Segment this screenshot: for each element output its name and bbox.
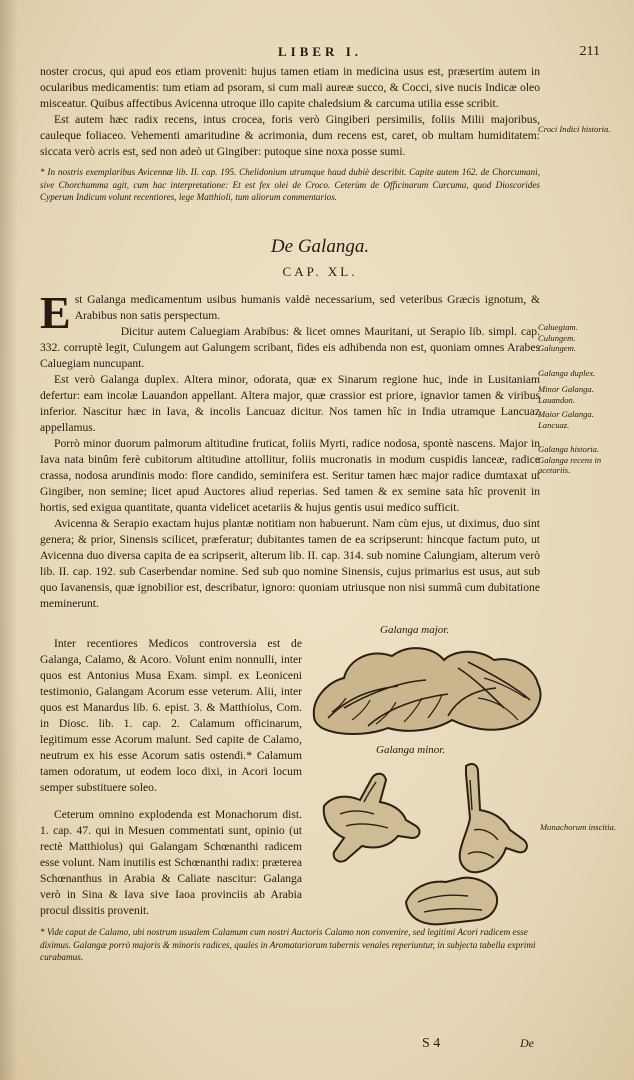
margin-note: Lauandon. — [538, 394, 576, 405]
main-paragraph-2: Dicitur autem Caluegiam Arabibus: & licet omnes Mauritani, ut Serapio lib. simpl. cap. 332. corruptè legit, Culungem aut Galungem scribant, fides eis adhibenda non est, quoniam omnes Arabes Caluegiam nuncupant. — [40, 325, 540, 370]
margin-note-croci: Croci Indici historia. — [538, 124, 611, 134]
top-text-block — [40, 64, 540, 204]
main-paragraph-5: Avicenna & Serapio exactam hujus plantæ notitiam non habuerunt. Nam cùm ejus, ut diximus, duo sint genera; & prior, Sinensis scilicet, præferatur; dubitantes tamen de ea scripserunt: hincque factum puto, ut Avicenna duo diversa capita de ea scripserit, alterum lib. II. cap. 314. sub nomine Calungiam, alterum verò lib. II. cap. 192. sub Caserbendar nomine. Sed sub quo nomine Sinensis, cujus primarius est usus, aut sub quo Iavanensis, quæ ignobilior est, describatur, ignoro: quoniam utriusque non nisi summâ cum dubitatione meminerunt. — [40, 517, 540, 610]
section-title: De Galanga. — [270, 236, 370, 257]
drop-cap: E — [40, 287, 71, 338]
page-number: 211 — [579, 44, 600, 59]
margin-note-monachorum: Monachorum inscitia. — [540, 822, 616, 832]
margin-note: Galungem. — [538, 343, 576, 353]
galanga-major-woodcut — [308, 638, 548, 738]
margin-note: Lancuaz. — [538, 419, 570, 430]
margin-note: Galanga historia. — [538, 444, 600, 454]
top-paragraph-2: Est autem hæc radix recens, intus crocea, foris verò Gingiberi persimilis, foliis Milii majoribus, cauleque foliaceo. Vehementi amaritudine & acrimonia, dum recens est, caret, ob multam humiditatem: siccata verò acris est, sed non adeò ut Gingiber: putoque sine noxa posse sumi. — [40, 113, 540, 158]
margin-note: Caluegiam. — [538, 322, 578, 332]
running-title: LIBER I. — [277, 44, 363, 59]
margin-note: Galanga recens in acetariis. — [538, 454, 602, 475]
margin-notes-column — [538, 322, 616, 476]
main-paragraph-4: Porrò minor duorum palmorum altitudine fruticat, foliis Myrti, radice nodosa, spontè nascens. Major in Iava nata binûm ferè cubitorum altitudine attollitur, foliis mucronatis in modum cuspidis lanceæ, radice crassa, nodosa arundinis modo: flore candido, seminifera est. Seritur tamen hæc major radice dumtaxat ut Gingiber, non semine; licet apud Auctores aliud reperias. Sed tamen & ex semine sata hîc provenit in hortis, sed exigua quantitate, quanta videlicet acetariis & hujus gentis usui medico sufficit. — [40, 437, 540, 514]
lower-paragraph-2: Ceterum omnino explodenda est Monachorum dist. 1. cap. 47. qui in Mesuen commentati sunt, opinio (ut rectè Matthiolus) qui Galangam Schœnanthi radicem esse volunt. Nam inutilis est Schœnanthi radix: præterea Schœnanthus in Arabia & Caliate nascitur: Galanga verò in Sina & Iava sive Iaoa provinciis ab Arabia procul dissitis provenit. — [40, 808, 302, 918]
figure-label-major: Galanga major. — [380, 624, 450, 636]
margin-note: Galanga duplex. — [538, 367, 596, 378]
margin-note: Minor Galanga. — [538, 384, 594, 394]
main-paragraph-3: Est verò Galanga duplex. Altera minor, odorata, quæ ex Sinarum regione huc, inde in Lusitaniam defertur: eam incolæ Lauandon appellant. Altera major, quæ crassior est priore, ignavior tamen & viribus inferior. Nascitur hæc in Iava, & incolis Lancuaz dicitur. Nos tamen hîc in India utramque Lancuaz appellamus. — [40, 373, 540, 434]
margin-note: Maior Galanga. — [538, 409, 594, 419]
figure-label-minor: Galanga minor. — [376, 744, 446, 756]
galanga-minor-woodcut-1 — [316, 766, 426, 866]
top-paragraph-1: noster crocus, qui apud eos etiam provenit: hujus tamen etiam in medicina usus est, præsertim autem in ocularibus medicamentis: tum etiam ad psoram, si cum mali aureæ succo, & Cocci, sive nucis Indicæ oleo misceatur. Quibus affectibus Avicenna utroque illo capite chaledsium & carcuma utilia esse scribit. — [40, 65, 540, 110]
galanga-minor-woodcut-3 — [402, 872, 502, 928]
margin-note: Culungem. — [538, 332, 576, 343]
catchword: De — [520, 1036, 534, 1050]
galanga-minor-woodcut-2 — [452, 760, 532, 880]
main-text-block — [40, 287, 540, 612]
signature-mark: S 4 — [422, 1036, 441, 1051]
gutter-shadow — [0, 0, 18, 1080]
top-annotation: * In nostris exemplaribus Avicennæ lib. II. cap. 195. Chelidonium utrumque haud dubiè describit. Capite autem 162. de Chorcumani, sive Chorchumma agit, cum hac interpretatione: Et est fex olei de Croco. Ceterùm de Officinarum Curcuma, quod Dioscorides Cyperum Indicum volunt recentiores, lege Matthioli, tum aliorum commentarios. — [40, 167, 540, 202]
chapter-heading: CAP. XL. — [282, 264, 358, 279]
running-head — [40, 44, 600, 62]
main-paragraph-1: st Galanga medicamentum usibus humanis valdè necessarium, sed veteribus Græcis ignotum, & Arabibus non satis perspectum. — [74, 293, 540, 322]
lower-paragraph-1: Inter recentiores Medicos controversia est de Galanga, Calamo, & Acoro. Volunt enim nonnulli, inter quos est Antonius Musa Exam. simpl. ex Leoniceni testimonio, Galangam Acorum esse veterum. Alii, inter quos est Manardus lib. 6. epist. 3. & Matthiolus, Com. in Diosc. lib. 1. cap. 2. Calamum officinarum, legitimum esse Acorum malunt. Sed capite de Calamo, neutrum ex his esse Acorum satis ostendi.* Calamum tamen odoratum, ut eodem loco dixi, in Acori locum semper substituere soleo. — [40, 636, 302, 794]
footnote: * Vide caput de Calamo, ubi nostrum usualem Calamum cum nostri Auctoris Calamo non convenire, sed legitimi Acori radicem esse diximus. Galangæ porrò majoris & minoris radices, quales in Aromatariorum tabernis venales reperiuntur, in subjecta tabella exprimi curabamus. — [40, 927, 536, 962]
lower-text-block — [40, 624, 302, 931]
